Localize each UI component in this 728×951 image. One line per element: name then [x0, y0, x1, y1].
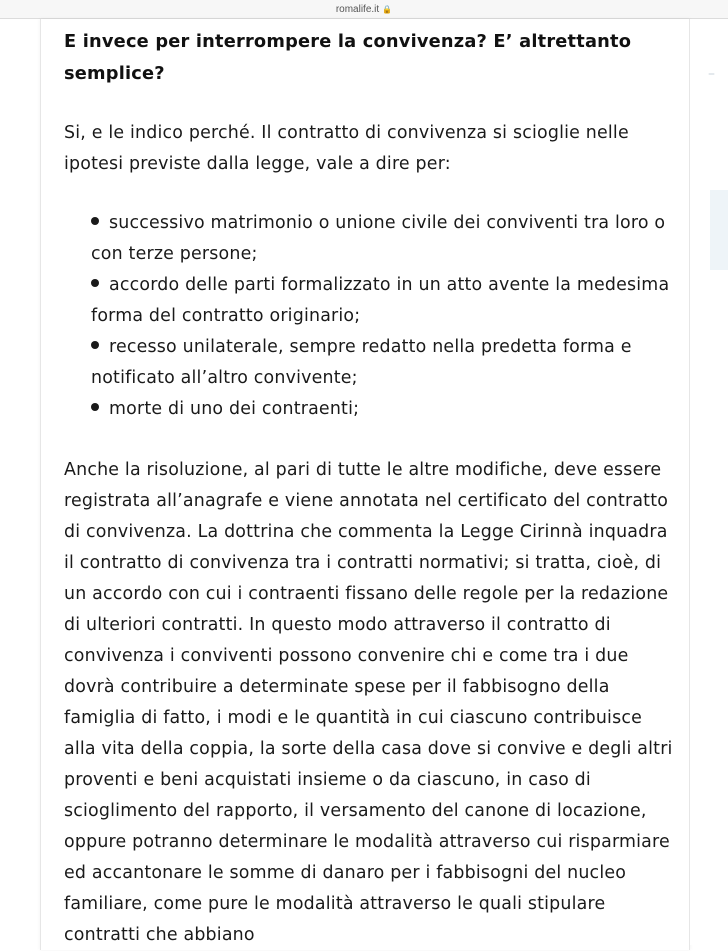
termination-list: [64, 208, 674, 425]
left-gutter: [0, 19, 38, 945]
bullet-icon: [91, 279, 99, 287]
right-sidebar: [690, 19, 728, 945]
bullet-icon: [91, 403, 99, 411]
lock-icon: 🔒: [382, 4, 393, 14]
body-paragraph: Anche la risoluzione, al pari di tutte le altre modifiche, deve essere registrata all’anagrafe e viene annotata nel certificato del contratto di convivenza. La dottrina che commenta la Legge Cirinnà inquadra il contratto di convivenza tra i contratti normativi; si tratta, cioè, di un accordo con cui i contraenti fissano delle regole per la redazione di ulteriori contratti. In questo modo attraverso il contratto di convivenza i conviventi possono convenire chi e come tra i due dovrà contribuire a determinate spese per il fabbisogno della famiglia di fatto, i modi e le quantità in cui ciascuno contribuisce alla vita della coppia, la sorte della casa dove si convive e degli altri proventi e beni acquistati insieme o da ciascuno, in caso di scioglimento del rapporto, il versamento del canone di locazione, oppure potranno determinare le modalità attraverso cui risparmiare ed accantonare le somme di danaro per i fabbisogni del nucleo familiare, come pure le modalità attraverso le quali stipulare contratti che abbiano: [64, 460, 673, 945]
article-content: [64, 26, 674, 951]
address-bar[interactable]: [0, 0, 728, 19]
list-item-text: accordo delle parti formalizzato in un atto avente la medesima forma del contratto originario;: [91, 275, 670, 326]
intro-paragraph: Si, e le indico perché. Il contratto di convivenza si scioglie nelle ipotesi previste dalla legge, vale a dire per:: [64, 123, 629, 174]
list-item-text: morte di uno dei contraenti;: [109, 399, 360, 419]
list-item-text: successivo matrimonio o unione civile dei conviventi tra loro o con terze persone;: [91, 213, 666, 264]
list-item: [91, 394, 674, 425]
bullet-icon: [91, 341, 99, 349]
url-text[interactable]: romalife.it: [335, 3, 380, 15]
sidebar-widget: [710, 190, 728, 270]
bullet-icon: [91, 217, 99, 225]
list-item: [91, 270, 674, 332]
list-item-text: recesso unilaterale, sempre redatto nella predetta forma e notificato all’altro convivente;: [91, 337, 632, 388]
sidebar-dash-icon: –: [708, 66, 715, 82]
list-item: [91, 208, 674, 270]
section-heading: E invece per interrompere la convivenza? E’ altrettanto semplice?: [64, 31, 632, 84]
list-item: [91, 332, 674, 394]
